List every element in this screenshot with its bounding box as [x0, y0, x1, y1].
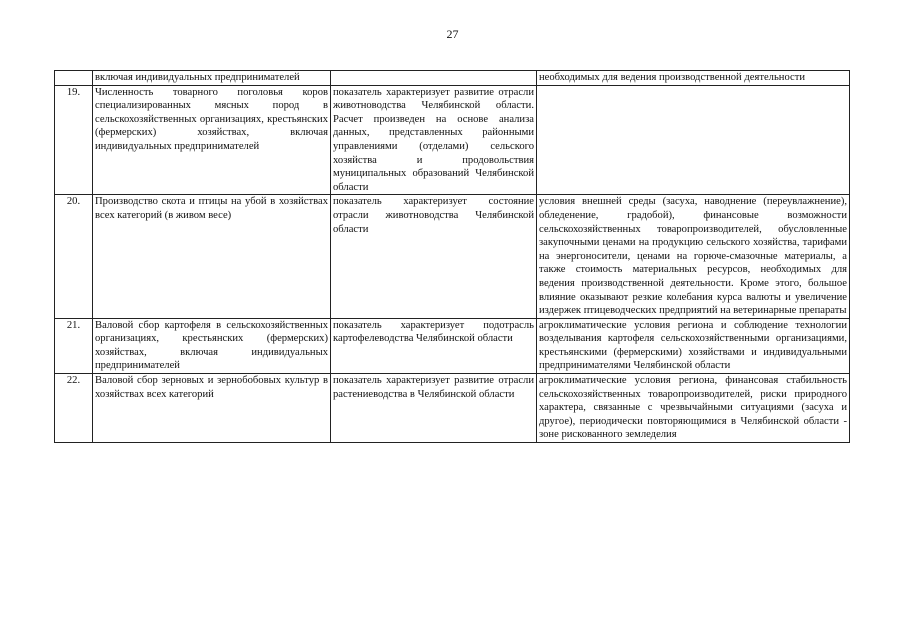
indicator-cell: Производство скота и птицы на убой в хозяйствах всех категорий (в живом весе)	[93, 195, 331, 318]
description-cell: показатель характеризует состояние отрасли животноводства Челябинской области	[331, 195, 537, 318]
row-number: 22.	[55, 374, 93, 443]
indicators-table	[54, 70, 850, 443]
row-number: 20.	[55, 195, 93, 318]
row-number	[55, 71, 93, 86]
factors-cell: агроклиматические условия региона и соблюдение технологии возделывания картофеля сельскохозяйственными организациями, крестьянскими (фермерскими) хозяйствами и индивидуальными предпринимателями Челябинской области	[537, 318, 850, 373]
row-number: 21.	[55, 318, 93, 373]
description-cell: показатель характеризует развитие отрасли растениеводства в Челябинской области	[331, 374, 537, 443]
factors-cell: необходимых для ведения производственной деятельности	[537, 71, 850, 86]
indicator-cell: включая индивидуальных предпринимателей	[93, 71, 331, 86]
description-cell: показатель характеризует подотрасль картофелеводства Челябинской области	[331, 318, 537, 373]
description-cell	[331, 71, 537, 86]
table-row	[55, 318, 850, 373]
table-row	[55, 195, 850, 318]
row-number: 19.	[55, 85, 93, 195]
factors-cell	[537, 85, 850, 195]
indicator-cell: Валовой сбор картофеля в сельскохозяйственных организациях, крестьянских (фермерских) хозяйствах, включая индивидуальных предпринимателей	[93, 318, 331, 373]
indicator-cell: Численность товарного поголовья коров специализированных мясных пород в сельскохозяйственных организациях, крестьянских (фермерских) хозяйствах, включая индивидуальных предпринимателей	[93, 85, 331, 195]
description-cell: показатель характеризует развитие отрасли животноводства Челябинской области. Расчет произведен на основе анализа данных, представленных районными управлениями (отделами) сельского хозяйства и продовольствия муниципальных образований Челябинской области	[331, 85, 537, 195]
indicator-cell: Валовой сбор зерновых и зернобобовых культур в хозяйствах всех категорий	[93, 374, 331, 443]
factors-cell: агроклиматические условия региона, финансовая стабильность сельскохозяйственных товаропроизводителей, риски природного характера, связанные с чрезвычайными ситуациями (засуха и другое), периодически повторяющимися в Челябинской области - зоне рискованного земледелия	[537, 374, 850, 443]
table-row	[55, 85, 850, 195]
page-number: 27	[446, 27, 459, 41]
factors-cell: условия внешней среды (засуха, наводнение (переувлажнение), обледенение, градобой), финансовые возможности сельскохозяйственных товаропроизводителей, обусловленные закупочными ценами на продукцию сельского хозяйства, тарифами на энергоносители, ценами на горюче-смазочные материалы, а также стоимость материальных ресурсов, необходимых для ведения производственной деятельности. Кроме этого, большое влияние оказывают резкие колебания курса валюты и увеличение издержек птицеводческих предприятий на ветеринарные препараты	[537, 195, 850, 318]
table-row	[55, 71, 850, 86]
table-row	[55, 374, 850, 443]
